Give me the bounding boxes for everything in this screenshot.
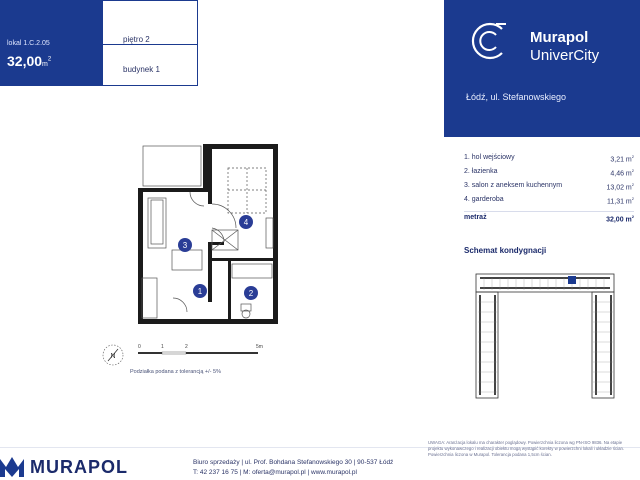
project-address: Łódź, ul. Stefanowskiego — [466, 92, 567, 102]
room-area: 13,02 $m^2$ — [606, 182, 634, 192]
room-number-2: 2 — [248, 289, 254, 298]
brand-name-line2: UniverCity — [530, 47, 600, 64]
scale-bar — [128, 340, 278, 362]
room-label: 3. salon z aneksem kuchennym — [464, 182, 563, 189]
floor-schema-title: Schemat kondygnacji — [464, 246, 547, 255]
room-label: 4. garderoba — [464, 196, 504, 203]
floor-label: piętro 2 — [123, 35, 150, 44]
disclaimer-text: UWAGA: Aranżacja lokalu ma charakter poglądowy. Powierzchnia liczona wg PN-ISO 9836. Na etapie projektu wykonawczego i realizacji obiektu mogą wystąpić korekty w powierzchni lokali i układzie ścian. Powierzchnia liczona w Murapol. Tolerancja podana 1,5cm ścian. — [428, 440, 625, 457]
svg-text:5m: 5m — [256, 344, 263, 350]
svg-text:2: 2 — [185, 344, 188, 350]
room-area: 11,31 $m^2$ — [606, 196, 634, 206]
univercity-logo-icon — [466, 18, 512, 64]
sales-office-address: Biuro sprzedaży | ul. Prof. Bohdana Stefanowskiego 30 | 90-537 Łódź — [193, 459, 394, 466]
room-row — [464, 166, 634, 180]
room-number-1: 1 — [197, 287, 203, 296]
room-number-4: 4 — [243, 218, 249, 227]
unit-area: $32,00m^2$ — [7, 53, 52, 69]
brand-panel — [444, 0, 640, 137]
brand-name-line1: Murapol — [530, 29, 589, 46]
compass-icon — [100, 342, 126, 368]
room-area: 3,21 $m^2$ — [610, 154, 634, 164]
floor-schema-diagram — [470, 270, 620, 402]
room-label: 1. hol wejściowy — [464, 154, 515, 161]
contact-info: T: 42 237 16 75 | M: oferta@murapol.pl | www.murapol.pl — [193, 469, 357, 476]
room-row — [464, 152, 634, 166]
rooms-table — [464, 152, 634, 225]
building-label: budynek 1 — [123, 65, 160, 74]
total-area: 32,00 $m^2$ — [606, 214, 634, 224]
highlighted-unit — [568, 276, 576, 284]
unit-summary-panel — [0, 0, 103, 86]
scale-tolerance-note: Podziałka podana z tolerancją +/- 5% — [130, 369, 221, 375]
murapol-logo-icon — [0, 455, 24, 477]
svg-text:1: 1 — [161, 344, 164, 350]
room-row — [464, 194, 634, 208]
floor-plan — [128, 138, 303, 330]
footer-brand: MURAPOL — [30, 457, 128, 477]
room-area: 4,46 $m^2$ — [610, 168, 634, 178]
total-label: metraż — [464, 214, 487, 221]
room-row — [464, 180, 634, 194]
svg-text:0: 0 — [138, 344, 141, 350]
unit-location-panel — [103, 0, 198, 86]
unit-code: lokal 1.C.2.05 — [7, 40, 50, 47]
area-unit: m — [42, 61, 48, 68]
room-label: 2. łazienka — [464, 168, 498, 175]
svg-text:N: N — [110, 353, 116, 360]
total-row — [464, 211, 634, 225]
room-number-3: 3 — [182, 241, 188, 250]
